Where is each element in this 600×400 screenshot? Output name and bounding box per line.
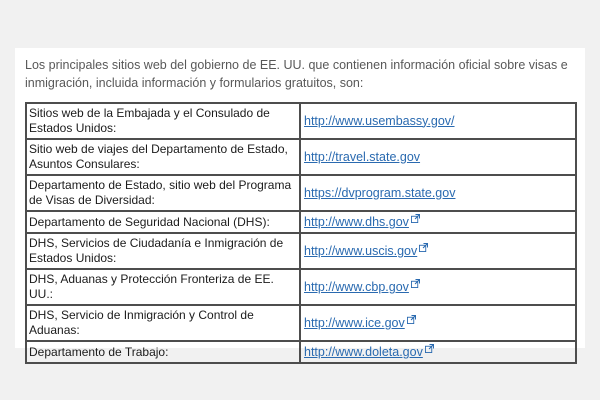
site-link-dhs[interactable]: http://www.dhs.gov [304,215,409,229]
site-name: Departamento de Seguridad Nacional (DHS): [26,211,300,233]
table-row [26,139,576,175]
table-row [26,211,576,233]
site-link-uscis[interactable]: http://www.uscis.gov [304,244,418,258]
site-link-usembassy[interactable]: http://www.usembassy.gov/ [304,113,455,128]
external-link-icon [419,243,428,252]
site-name: DHS, Aduanas y Protección Fronteriza de EE. UU.: [26,269,300,305]
external-link-icon [411,214,420,223]
content-panel [15,48,585,359]
site-link-doleta[interactable]: http://www.doleta.gov [304,345,423,359]
site-link-ice[interactable]: http://www.ice.gov [304,316,405,330]
site-name: DHS, Servicios de Ciudadanía e Inmigración de Estados Unidos: [26,233,300,269]
site-link-cbp[interactable]: http://www.cbp.gov [304,280,409,294]
site-name: DHS, Servicio de Inmigración y Control de Aduanas: [26,305,300,341]
table-row [26,269,576,305]
site-link-dvprogram[interactable]: https://dvprogram.state.gov [304,185,456,200]
table-row [26,341,576,363]
gov-sites-table [25,102,577,364]
external-link-icon [425,344,434,353]
site-link-travel-state[interactable]: http://travel.state.gov [304,149,421,164]
table-row [26,233,576,269]
table-row [26,175,576,211]
external-link-icon [411,279,420,288]
intro-paragraph: Los principales sitios web del gobierno de EE. UU. que contienen información oficial sobre visas e inmigración, incluida información y formularios gratuitos, son: [25,58,568,90]
table-row [26,305,576,341]
site-name: Departamento de Trabajo: [26,341,300,363]
site-name: Sitios web de la Embajada y el Consulado de Estados Unidos: [26,103,300,139]
site-name: Sitio web de viajes del Departamento de Estado, Asuntos Consulares: [26,139,300,175]
external-link-icon [407,315,416,324]
site-name: Departamento de Estado, sitio web del Programa de Visas de Diversidad: [26,175,300,211]
table-row [26,103,576,139]
